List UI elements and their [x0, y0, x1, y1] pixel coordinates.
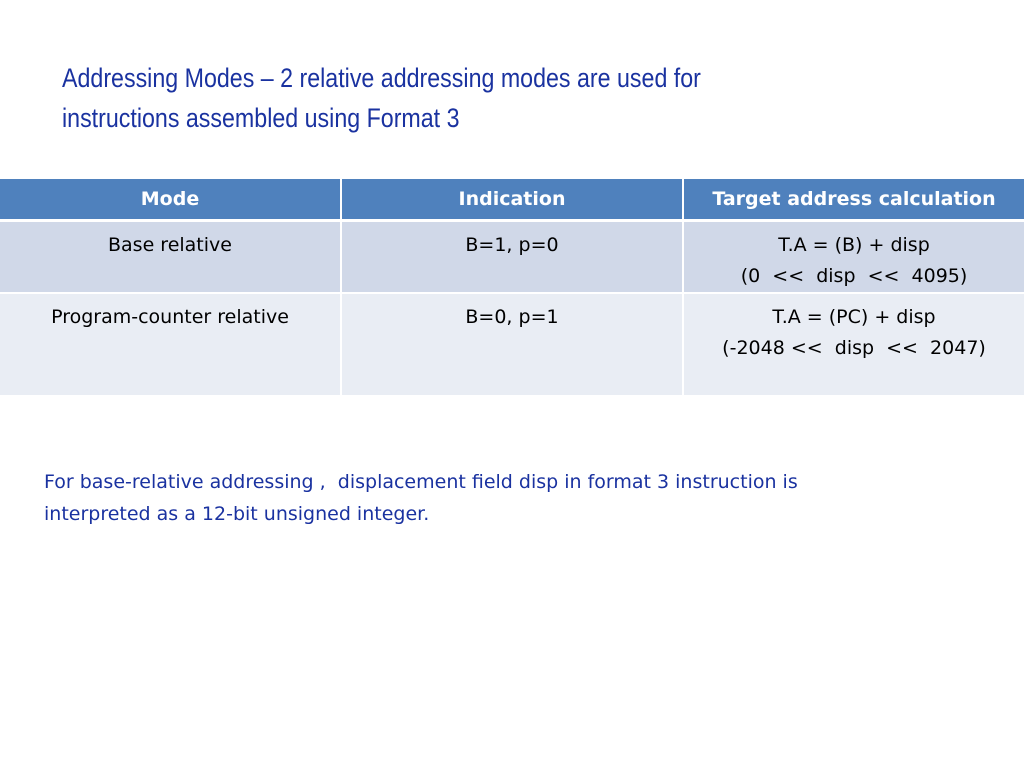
slide-title-line: instructions assembled using Format 3 — [62, 103, 460, 133]
mode-cell: Base relative — [0, 221, 341, 294]
table-row — [0, 221, 1024, 294]
indication-cell: B=0, p=1 — [341, 293, 683, 396]
indication-cell: B=1, p=0 — [341, 221, 683, 294]
table-header-row — [0, 179, 1024, 221]
column-header-target-address-calculation: Target address calculation — [683, 179, 1024, 221]
calculation-cell — [683, 221, 1024, 294]
table-row — [0, 293, 1024, 396]
calculation-formula: T.A = (B) + disp — [778, 234, 930, 256]
calculation-cell — [683, 293, 1024, 396]
calculation-range: (-2048 << disp << 2047) — [722, 337, 986, 359]
slide-title-line: Addressing Modes – 2 relative addressing modes are used for — [62, 63, 701, 93]
note-line: For base-relative addressing , displacement field disp in format 3 instruction is — [44, 471, 798, 493]
addressing-modes-table — [0, 179, 1024, 397]
mode-cell: Program-counter relative — [0, 293, 341, 396]
column-header-mode: Mode — [0, 179, 341, 221]
note-line: interpreted as a 12-bit unsigned integer. — [44, 503, 430, 525]
calculation-formula: T.A = (PC) + disp — [772, 306, 936, 328]
calculation-range: (0 << disp << 4095) — [740, 265, 968, 287]
column-header-indication: Indication — [341, 179, 683, 221]
explanatory-note — [44, 466, 924, 530]
slide-title — [62, 58, 836, 138]
